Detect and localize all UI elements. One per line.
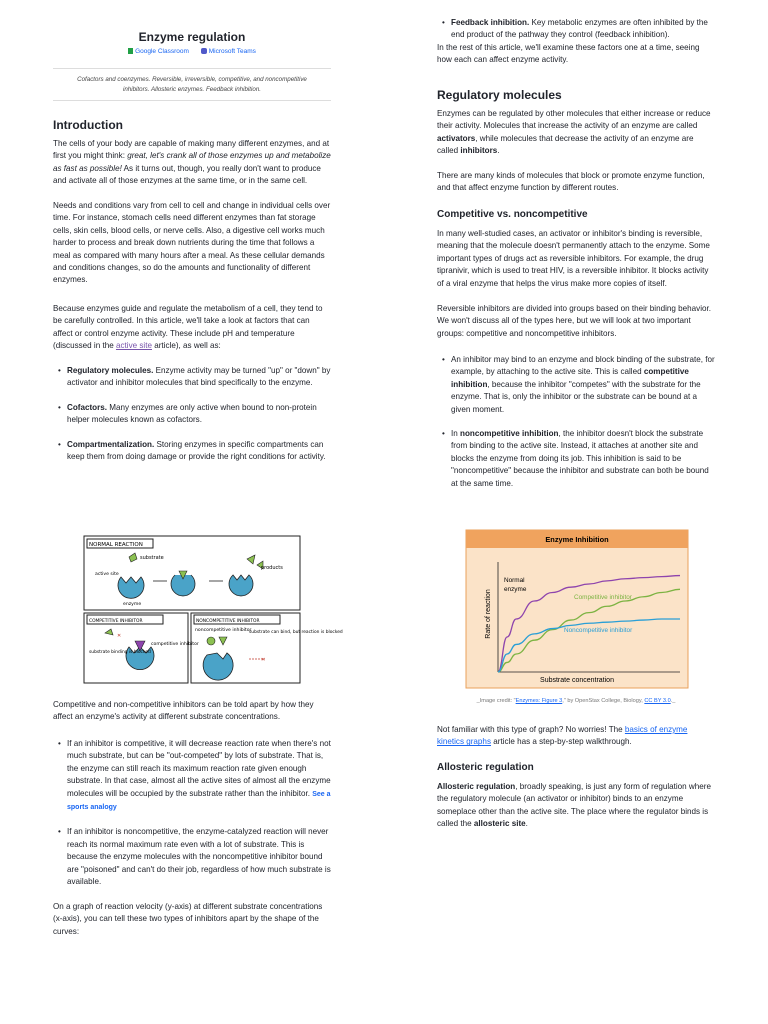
list-item bbox=[437, 17, 715, 42]
factors-list bbox=[53, 365, 331, 463]
regulatory-paragraph-1 bbox=[437, 108, 715, 158]
noncompetitive-inhibitor-shape bbox=[207, 637, 215, 645]
bullet-text: An inhibitor may bind to an enzyme and block binding of the substrate, for example, by attaching to the active site. This is called bbox=[451, 355, 715, 377]
kinetics-graphs-link[interactable]: basics of enzyme kinetics graphs bbox=[437, 725, 688, 747]
inhibition-diagram-svg bbox=[83, 535, 343, 685]
bullet-bold: Regulatory molecules. bbox=[67, 366, 154, 375]
allosteric-text: , broadly speaking, is just any form of regulation where the regulatory molecule (an activator or inhibitor) binds to an enzyme someplace other than the active site. The place where the regulator binds is called the bbox=[437, 782, 711, 829]
figure-source-link[interactable]: Enzymes: Figure 3 bbox=[515, 698, 563, 704]
inhibition-types-list bbox=[437, 354, 715, 490]
series-label-normal-line1: Normal bbox=[504, 577, 525, 584]
blocked-substrate bbox=[105, 629, 113, 635]
list-item bbox=[53, 402, 331, 427]
inhibition-diagram bbox=[83, 535, 343, 685]
list-item bbox=[53, 365, 331, 390]
microsoft-teams-share[interactable] bbox=[201, 48, 256, 55]
page-title: Enzyme regulation bbox=[138, 30, 246, 44]
article-summary: Cofactors and coenzymes. Reversible, irreversible, competitive, and noncompetitive inhibitors. Allosteric enzymes. Feedback inhibition. bbox=[53, 68, 331, 101]
credit-text: _Image credit: " bbox=[476, 698, 516, 704]
chart-title: Enzyme Inhibition bbox=[545, 535, 609, 544]
allosteric-regulation-term: Allosteric regulation bbox=[437, 782, 516, 791]
noncompetitive-inhibitor-text: noncompetitive inhibitor bbox=[195, 628, 252, 633]
substrate-label: substrate bbox=[140, 555, 164, 561]
intro-paragraph-3 bbox=[53, 303, 331, 353]
competitive-inhibitor-text: competitive inhibitor bbox=[151, 642, 199, 647]
noncompetitive-note: substrate can bind, but reaction is blocked bbox=[249, 630, 343, 635]
competitive-paragraph-2: Reversible inhibitors are divided into groups based on their binding behavior. We won't discuss all of the types here, but we will look at two important groups: competitive and noncompetitive inhibitors. bbox=[437, 304, 712, 338]
series-label-normal-line2: enzyme bbox=[504, 586, 527, 593]
license-link[interactable]: CC BY 3.0 bbox=[644, 698, 671, 704]
allosteric-end: . bbox=[525, 819, 528, 829]
substrate-shape bbox=[129, 553, 137, 562]
microsoft-teams-label: Microsoft Teams bbox=[208, 48, 256, 55]
enzyme-inhibition-chart-svg bbox=[466, 530, 688, 688]
enzyme-inhibition-chart bbox=[466, 530, 688, 688]
after-chart-rest: article has a step-by-step walkthrough. bbox=[491, 737, 632, 747]
allosteric-site-term: allosteric site bbox=[473, 819, 526, 829]
reg-p1-text: Enzymes can be regulated by other molecules that either increase or reduce their activity. Molecules that increase the activity of an enzyme are called bbox=[437, 109, 711, 131]
noncompetitive-inhibition-term: noncompetitive inhibition bbox=[460, 429, 559, 439]
competitive-paragraph-1: In many well-studied cases, an activator or inhibitor's binding is reversible, meaning that the molecule doesn't permanently attach to the enzyme. Some important types of drugs act as reversible inhibitors. For example, the drug tipranivir, which is used to treat HIV, is a reversible inhibitor. It blocks activity of a viral enzyme that helps the virus make more copies of itself. bbox=[437, 229, 710, 288]
credit-end: ._ bbox=[670, 698, 676, 704]
google-classroom-share[interactable] bbox=[128, 48, 189, 55]
active-site-label: active site bbox=[95, 572, 119, 577]
blocked-x: ✕ bbox=[261, 657, 266, 663]
sports-analogy-link[interactable]: See a sports analogy bbox=[67, 790, 331, 812]
active-site-link[interactable]: active site bbox=[115, 341, 152, 351]
credit-text-2: ," by OpenStax College, Biology, bbox=[562, 698, 645, 704]
chart-background bbox=[466, 530, 688, 688]
bullet-text: Enzyme activity may be turned "up" or "down" by activator and inhibitor molecules that bind specifically to the enzyme. bbox=[67, 366, 331, 388]
bullet-text-2: , because the inhibitor "competes" with the substrate for the enzyme. That is, only the inhibitor or the substrate can be bound at a given moment. bbox=[451, 379, 701, 414]
bound-substrate bbox=[219, 637, 227, 645]
noncompetitive-inhibitor-label: NONCOMPETITIVE INHIBITOR bbox=[196, 619, 260, 624]
bullet-bold: Cofactors. bbox=[67, 402, 108, 412]
allosteric-heading: Allosteric regulation bbox=[437, 762, 534, 773]
substrate-blocked-text: substrate binding is blocked bbox=[89, 650, 151, 655]
bullet-text: Many enzymes are only active when bound to non-protein helper molecules known as cofactors. bbox=[67, 402, 317, 425]
list-item bbox=[53, 826, 331, 888]
normal-reaction-label: NORMAL REACTION bbox=[89, 542, 143, 548]
feedback-list bbox=[437, 17, 715, 42]
regulatory-paragraph-2: There are many kinds of molecules that block or promote enzyme function, and that affect enzyme function by different routes. bbox=[437, 171, 705, 193]
activators-term: activators bbox=[437, 133, 476, 143]
left-lower-paragraph-2: On a graph of reaction velocity (y-axis) at different substrate concentrations (x-axis), you can tell these two types of inhibitors apart by the shape of the curves: bbox=[53, 902, 323, 936]
competitive-heading: Competitive vs. noncompetitive bbox=[437, 209, 588, 220]
image-credit bbox=[437, 698, 715, 704]
regulatory-molecules-heading: Regulatory molecules bbox=[437, 88, 562, 102]
share-bar bbox=[53, 48, 331, 55]
series-label-competitive: Competitive inhibitor bbox=[574, 594, 632, 601]
intro-p1-text: The cells of your body are capable of making many different enzymes, and at first you might think: bbox=[53, 139, 330, 161]
after-chart-text: Not familiar with this type of graph? No worries! The bbox=[437, 725, 625, 734]
bullet-text: If an inhibitor is noncompetitive, the enzyme-catalyzed reaction will never reach its normal maximum rate even with a lot of substrate. This is because the enzyme molecules with the noncompetitive inhibitor bound are "poisoned" and can't do their job, regardless of how much substrate is available. bbox=[67, 827, 331, 887]
intro-p3-rest: article), as well as: bbox=[151, 341, 221, 351]
enzyme-shape bbox=[118, 577, 144, 598]
series-label-noncompetitive: Noncompetitive inhibitor bbox=[564, 627, 633, 634]
product-shape bbox=[247, 555, 255, 564]
bullet-text: Key metabolic enzymes are often inhibited by the end product of the pathway they control (feedback inhibition). bbox=[451, 18, 708, 40]
enzyme-shape bbox=[203, 653, 233, 680]
chart-y-label: Rate of reaction bbox=[485, 589, 492, 639]
google-classroom-icon bbox=[128, 48, 133, 54]
intro-p3-text: Because enzymes guide and regulate the metabolism of a cell, they tend to be carefully controlled. In this article, we'll take a look at factors that can affect or control enzyme activity. These include pH and temperature (discussed in the bbox=[53, 304, 323, 351]
enzyme-label: enzyme bbox=[123, 602, 142, 607]
list-item bbox=[53, 738, 331, 814]
bullet-bold: Compartmentalization. bbox=[67, 439, 155, 449]
bullet-text-2: , the inhibitor doesn't block the substrate from binding to the active site. Instead, it attaches at another site and blocks the enzyme from doing its job. This inhibition is said to be "noncompetitive" because the inhibitor and substrate can both be bound at the same time. bbox=[451, 429, 709, 488]
list-item bbox=[53, 439, 331, 464]
list-item bbox=[437, 428, 715, 490]
products-label: products bbox=[261, 565, 283, 571]
reg-p1-text-2: , while molecules that decrease the activity of an enzyme are called bbox=[437, 133, 694, 156]
allosteric-paragraph bbox=[437, 781, 715, 831]
list-item bbox=[437, 354, 715, 416]
intro-p1-italic: great, let's crank all of those enzymes up and metabolize as fast as possible! bbox=[53, 151, 331, 173]
released-enzyme bbox=[229, 575, 253, 596]
intro-paragraph-1 bbox=[53, 138, 331, 188]
left-lower-paragraph-1: Competitive and non-competitive inhibitors can be told apart by how they affect an enzyme's activity at different substrate concentrations. bbox=[53, 700, 314, 722]
competitive-inhibition-term: competitive inhibition bbox=[451, 367, 689, 389]
bullet-bold: Feedback inhibition. bbox=[451, 18, 530, 27]
bullet-text: Storing enzymes in specific compartments can keep them from doing damage or provide the right conditions for activity. bbox=[67, 439, 326, 462]
google-classroom-label: Google Classroom bbox=[135, 48, 189, 55]
introduction-heading: Introduction bbox=[53, 118, 123, 132]
rest-of-article-paragraph: In the rest of this article, we'll examine these factors one at a time, seeing how each can affect enzyme activity. bbox=[437, 43, 700, 65]
microsoft-teams-icon bbox=[201, 48, 207, 54]
intro-paragraph-2: Needs and conditions vary from cell to cell and change in individual cells over time. For instance, stomach cells need different enzymes than fat storage cells, skin cells, blood cells, or nerve cells. Also, a digestive cell works much harder to process and break down nutrients during the time that follows a meal as compared with many hours after a meal. As these cellular demands and conditions changes, so do the amounts and functionality of different enzymes. bbox=[53, 201, 331, 285]
inhibitors-term: inhibitors bbox=[460, 146, 498, 156]
bullet-text: In bbox=[451, 429, 460, 439]
chart-x-label: Substrate concentration bbox=[540, 677, 614, 684]
reg-p1-end: . bbox=[497, 146, 500, 156]
competitive-inhibitor-label: COMPETITIVE INHIBITOR bbox=[89, 619, 143, 624]
blocked-x: ✕ bbox=[117, 633, 122, 639]
inhibitor-types-list bbox=[53, 738, 331, 888]
after-chart-paragraph bbox=[437, 724, 715, 749]
intro-p1-rest: As it turns out, though, you really don't want to produce and activate all of those enzymes at the same time, or in the same cell. bbox=[53, 163, 321, 186]
bullet-text: If an inhibitor is competitive, it will decrease reaction rate when there's not much substrate, but can be "out-competed" by lots of substrate. That is, the enzyme can still reach its maximum reaction rate given enough substrate. In that case, almost all the active sites of almost all the enzyme molecules will be occupied by the substrate rather than the inhibitor. bbox=[67, 739, 331, 798]
